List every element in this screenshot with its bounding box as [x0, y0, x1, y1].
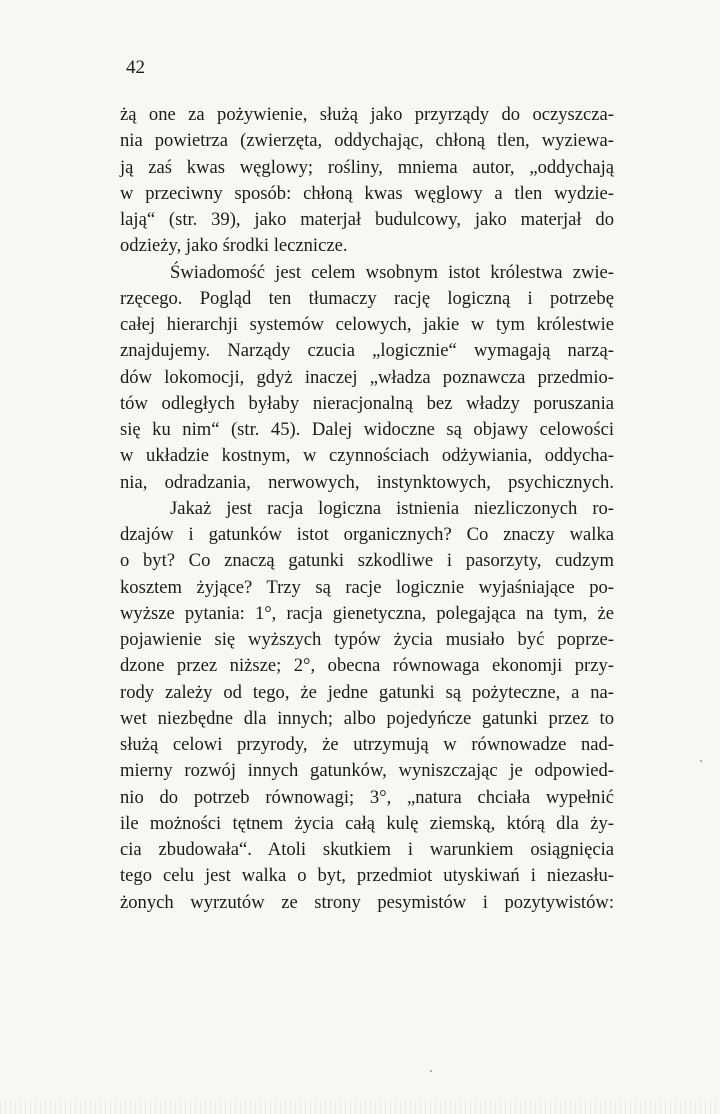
text-line: rody zależy od tego, że jedne gatunki są pożyteczne, a na- [120, 681, 614, 703]
text-line: nia, odradzania, nerwowych, instynktowych, psychicznych. [120, 471, 614, 493]
text-line: w układzie kostnym, w czynnościach odżywiania, oddycha- [120, 445, 614, 467]
paragraph-first-line: Jakaż jest racja logiczna istnienia niezliczonych ro- [170, 497, 614, 519]
scan-speck [430, 1070, 432, 1072]
text-line: dzajów i gatunków istot organicznych? Co znaczy walka [120, 524, 614, 545]
text-line: kosztem żyjące? Trzy są racje logicznie wyjaśniające po- [120, 576, 614, 598]
scan-speck [700, 760, 702, 762]
text-line: wyższe pytania: 1°, racja gienetyczna, polegająca na tym, że [120, 602, 614, 624]
text-line: tego celu jest walka o byt, przedmiot utyskiwań i niezasłu- [120, 865, 614, 887]
page-number: 42 [126, 57, 145, 78]
text-line: żą one za pożywienie, służą jako przyrządy do oczyszcza- [120, 104, 614, 125]
text-line: tów odległych byłaby nieracjonalną bez władzy poruszania [120, 392, 614, 414]
text-line: odzieży, jako środki lecznicze. [120, 235, 348, 257]
text-line: mierny rozwój innych gatunków, wyniszczając je odpowied- [120, 760, 614, 782]
text-line: ile możności tętnem życia całą kulę ziemską, którą dla ży- [120, 812, 614, 834]
text-line: ją zaś kwas węglowy; rośliny, mniema autor, „oddychają [120, 156, 614, 178]
paragraph-first-line: Świadomość jest celem wsobnym istot królestwa zwie- [170, 261, 614, 283]
text-line: nio do potrzeb równowagi; 3°, „natura chciała wypełnić [120, 786, 614, 808]
text-line: dów lokomocji, gdyż inaczej „władza poznawcza przedmio- [120, 366, 614, 388]
text-line: w przeciwny sposób: chłoną kwas węglowy a tlen wydzie- [120, 182, 614, 204]
text-line: rzęcego. Pogląd ten tłumaczy rację logiczną i potrzebę [120, 287, 614, 309]
text-line: nia powietrza (zwierzęta, oddychając, chłoną tlen, wyziewa- [120, 130, 614, 152]
text-line: wet niezbędne dla innych; albo pojedyńcze gatunki przez to [120, 707, 614, 729]
text-line: całej hierarchji systemów celowych, jakie w tym królestwie [120, 314, 614, 335]
text-line: o byt? Co znaczą gatunki szkodliwe i pasorzyty, cudzym [120, 550, 614, 572]
scan-edge-noise [0, 1100, 720, 1114]
text-line: znajdujemy. Narządy czucia „logicznie“ wymagają narzą- [120, 340, 614, 362]
text-line: lają“ (str. 39), jako materjał budulcowy, jako materjał do [120, 209, 614, 230]
body-text [120, 102, 614, 916]
text-line: cia zbudowała“. Atoli skutkiem i warunkiem osiągnięcia [120, 839, 614, 860]
text-line: żonych wyrzutów ze strony pesymistów i pozytywistów: [120, 891, 614, 913]
text-line: dzone przez niższe; 2°, obecna równowaga ekonomji przy- [120, 655, 614, 677]
text-line: służą celowi przyrody, że utrzymują w równowadze nad- [120, 734, 614, 755]
text-line: się ku nim“ (str. 45). Dalej widoczne są objawy celowości [120, 419, 614, 440]
text-line: pojawienie się wyższych typów życia musiało być poprze- [120, 629, 614, 650]
